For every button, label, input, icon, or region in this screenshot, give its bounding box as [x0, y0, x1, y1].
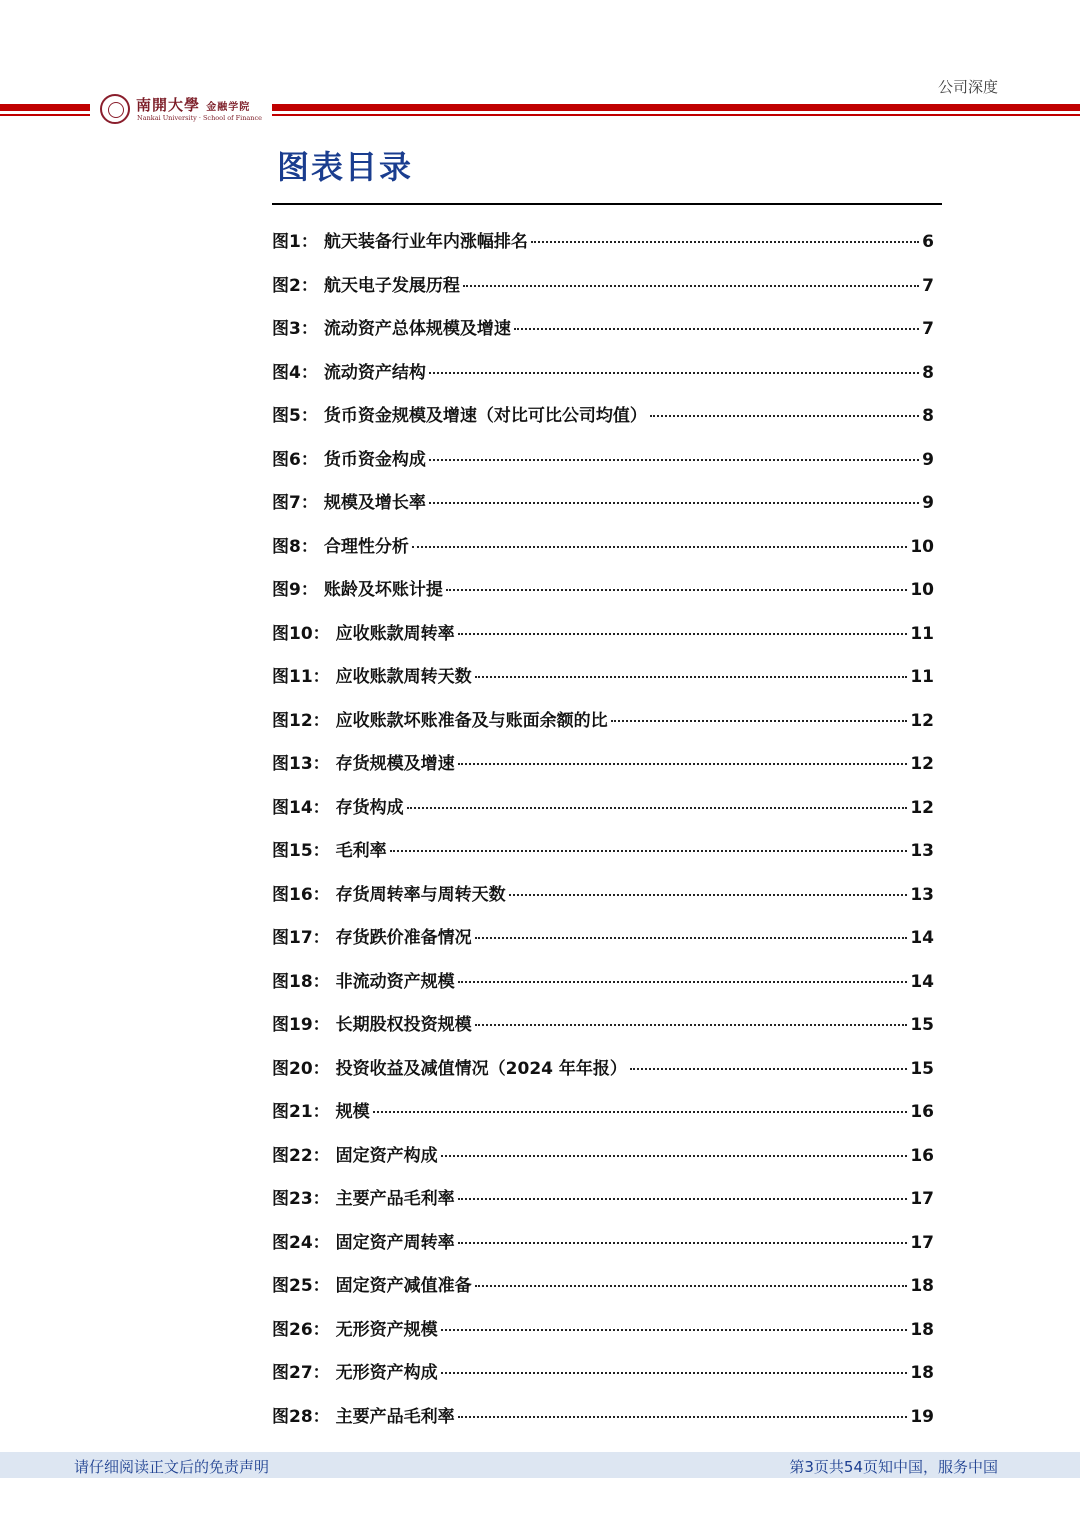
toc-entry-page: 10 — [910, 580, 934, 600]
toc-entry-number: 13 — [289, 754, 313, 774]
toc-entry-label: 图 — [272, 623, 289, 644]
toc-entry-page: 17 — [910, 1232, 934, 1253]
toc-entry-leader-dots — [475, 937, 908, 939]
toc-entry-title: 固定资产减值准备 — [335, 1276, 472, 1296]
toc-entry[interactable] — [272, 314, 934, 358]
toc-entry-leader-dots — [458, 981, 908, 983]
toc-entry[interactable] — [272, 923, 934, 967]
toc-entry-title: 投资收益及减值情况（2024 年年报） — [335, 1058, 627, 1079]
toc-entry-separator: ： — [312, 1145, 330, 1166]
toc-entry-number: 11 — [289, 667, 313, 687]
toc-entry-number: 27 — [289, 1363, 313, 1383]
toc-entry-leader-dots — [458, 1198, 908, 1200]
toc-list — [272, 227, 934, 1445]
toc-entry-leader-dots — [458, 633, 908, 635]
toc-entry-page: 18 — [910, 1363, 934, 1383]
toc-entry-separator: ： — [300, 275, 318, 296]
toc-entry-separator: ： — [300, 406, 318, 426]
toc-entry-page: 9 — [922, 449, 934, 470]
toc-entry-title: 账龄及坏账计提 — [323, 580, 443, 600]
toc-entry-number: 2 — [289, 275, 301, 296]
toc-entry-page: 15 — [910, 1058, 934, 1079]
toc-entry-page: 17 — [910, 1189, 934, 1209]
toc-entry-number: 10 — [289, 623, 313, 644]
toc-entry-separator: ： — [312, 971, 330, 992]
toc-entry-separator: ： — [312, 1363, 330, 1383]
toc-entry-page: 6 — [922, 232, 934, 252]
toc-entry-label: 图 — [272, 1276, 289, 1296]
toc-entry-page: 11 — [910, 667, 934, 687]
toc-entry-title: 应收账款周转天数 — [335, 667, 472, 687]
toc-entry-label: 图 — [272, 275, 289, 296]
toc-entry-leader-dots — [373, 1111, 908, 1113]
university-seal-icon — [100, 94, 130, 124]
toc-entry-page: 7 — [922, 275, 934, 296]
toc-entry-label: 图 — [272, 580, 289, 600]
toc-entry-label: 图 — [272, 1189, 289, 1209]
toc-entry-page: 7 — [922, 319, 934, 339]
toc-entry-label: 图 — [272, 1058, 289, 1079]
toc-entry-label: 图 — [272, 971, 289, 992]
toc-entry-label: 图 — [272, 319, 289, 339]
toc-entry[interactable] — [272, 967, 934, 1011]
toc-entry-separator: ： — [312, 710, 330, 731]
toc-entry-leader-dots — [458, 1416, 908, 1418]
toc-entry-separator: ： — [300, 449, 318, 470]
toc-entry-label: 图 — [272, 1319, 289, 1340]
toc-entry-separator: ： — [312, 1319, 330, 1340]
toc-entry-leader-dots — [407, 807, 908, 809]
toc-entry-leader-dots — [441, 1372, 908, 1374]
toc-entry-title: 主要产品毛利率 — [335, 1189, 455, 1209]
toc-entry-label: 图 — [272, 1406, 289, 1427]
toc-entry-label: 图 — [272, 493, 289, 513]
toc-entry[interactable] — [272, 1271, 934, 1315]
toc-entry-label: 图 — [272, 362, 289, 383]
toc-entry[interactable] — [272, 445, 934, 489]
toc-entry-number: 26 — [289, 1319, 313, 1340]
toc-entry-leader-dots — [458, 1242, 908, 1244]
header-category: 公司深度 — [937, 78, 998, 96]
toc-entry-separator: ： — [312, 884, 330, 905]
toc-entry-title: 长期股权投资规模 — [335, 1015, 472, 1035]
toc-entry-separator: ： — [312, 928, 330, 948]
toc-entry-title: 固定资产构成 — [335, 1145, 438, 1166]
toc-entry-number: 16 — [289, 884, 313, 905]
toc-entry-number: 22 — [289, 1145, 313, 1166]
toc-entry-separator: ： — [312, 797, 330, 818]
logo-name-cn — [136, 94, 250, 115]
toc-entry[interactable] — [272, 1054, 934, 1098]
toc-entry-leader-dots — [611, 720, 908, 722]
toc-entry-number: 18 — [289, 971, 313, 992]
toc-entry-leader-dots — [463, 285, 919, 287]
toc-entry-label: 图 — [272, 232, 289, 252]
toc-entry-number: 6 — [289, 449, 301, 470]
toc-entry-leader-dots — [475, 1285, 908, 1287]
toc-entry-page: 8 — [922, 362, 934, 383]
header-bar-right — [272, 104, 1080, 118]
toc-entry[interactable] — [272, 358, 934, 402]
toc-entry-page: 10 — [910, 536, 934, 557]
toc-entry-number: 28 — [289, 1406, 313, 1427]
toc-entry[interactable] — [272, 532, 934, 576]
header-bar-right-thin — [272, 114, 1080, 116]
toc-entry-title: 存货规模及增速 — [335, 754, 455, 774]
toc-entry[interactable] — [272, 227, 934, 271]
toc-entry-number: 5 — [289, 406, 301, 426]
toc-entry-label: 图 — [272, 884, 289, 905]
toc-entry-title: 流动资产结构 — [323, 362, 426, 383]
toc-entry-number: 24 — [289, 1232, 313, 1253]
toc-entry-label: 图 — [272, 841, 289, 861]
toc-entry-number: 12 — [289, 710, 313, 731]
toc-entry-label: 图 — [272, 797, 289, 818]
toc-entry-number: 4 — [289, 362, 301, 383]
toc-entry-leader-dots — [429, 459, 919, 461]
toc-entry[interactable] — [272, 880, 934, 924]
toc-entry-leader-dots — [531, 241, 919, 243]
toc-entry-page: 8 — [922, 406, 934, 426]
toc-entry-leader-dots — [412, 546, 907, 548]
toc-entry-label: 图 — [272, 406, 289, 426]
toc-entry-separator: ： — [312, 754, 330, 774]
toc-entry-separator: ： — [312, 1232, 330, 1253]
toc-entry-title: 货币资金规模及增速（对比可比公司均值） — [323, 406, 647, 426]
toc-entry[interactable] — [272, 1358, 934, 1402]
toc-entry[interactable] — [272, 271, 934, 315]
toc-entry-number: 15 — [289, 841, 313, 861]
toc-entry-leader-dots — [441, 1329, 908, 1331]
toc-entry-leader-dots — [390, 850, 908, 852]
toc-entry-label: 图 — [272, 1363, 289, 1383]
toc-entry-separator: ： — [312, 1058, 330, 1079]
toc-entry-page: 12 — [910, 797, 934, 818]
toc-entry-separator: ： — [312, 1189, 330, 1209]
toc-entry-leader-dots — [458, 763, 908, 765]
toc-entry-label: 图 — [272, 1145, 289, 1166]
toc-entry-page: 13 — [910, 884, 934, 905]
toc-title-rule — [272, 203, 942, 205]
toc-entry-separator: ： — [312, 1015, 330, 1035]
toc-entry-leader-dots — [446, 589, 907, 591]
toc-entry-leader-dots — [514, 328, 919, 330]
toc-entry[interactable] — [272, 793, 934, 837]
toc-entry-title: 货币资金构成 — [323, 449, 426, 470]
toc-entry-separator: ： — [312, 841, 330, 861]
toc-entry-title: 应收账款坏账准备及与账面余额的比 — [335, 710, 608, 731]
toc-entry-label: 图 — [272, 667, 289, 687]
toc-entry-title: 无形资产构成 — [335, 1363, 438, 1383]
toc-entry-title: 航天装备行业年内涨幅排名 — [323, 232, 528, 252]
toc-entry-label: 图 — [272, 1102, 289, 1122]
toc-entry-number: 21 — [289, 1102, 313, 1122]
toc-entry-page: 13 — [910, 841, 934, 861]
logo-university-name: 南開大學 — [136, 96, 201, 114]
header-bar-left-thick — [0, 104, 90, 111]
toc-entry-title: 毛利率 — [335, 841, 387, 861]
toc-entry-page: 16 — [910, 1145, 934, 1166]
toc-entry-number: 25 — [289, 1276, 313, 1296]
toc-entry-number: 7 — [289, 493, 301, 513]
toc-entry[interactable] — [272, 1315, 934, 1359]
toc-entry-number: 17 — [289, 928, 313, 948]
toc-entry-separator: ： — [300, 493, 318, 513]
toc-entry-label: 图 — [272, 536, 289, 557]
toc-entry-title: 存货构成 — [335, 797, 404, 818]
toc-entry-number: 3 — [289, 319, 301, 339]
toc-entry-separator: ： — [300, 580, 318, 600]
toc-entry[interactable] — [272, 706, 934, 750]
header-bar-left — [0, 104, 90, 118]
toc-entry-number: 8 — [289, 536, 301, 557]
toc-entry[interactable] — [272, 1141, 934, 1185]
toc-entry[interactable] — [272, 1228, 934, 1272]
toc-entry-page: 12 — [910, 754, 934, 774]
toc-entry-page: 12 — [910, 710, 934, 731]
toc-entry-leader-dots — [441, 1155, 908, 1157]
toc-entry-title: 无形资产规模 — [335, 1319, 438, 1340]
header-bar-left-thin — [0, 114, 90, 116]
toc-entry-number: 1 — [289, 232, 301, 252]
toc-entry-separator: ： — [312, 1276, 330, 1296]
toc-entry-page: 18 — [910, 1319, 934, 1340]
toc-entry-page: 14 — [910, 971, 934, 992]
toc-entry-separator: ： — [312, 1102, 330, 1122]
toc-entry-separator: ： — [312, 1406, 330, 1427]
toc-entry-label: 图 — [272, 1015, 289, 1035]
toc-entry-leader-dots — [429, 372, 919, 374]
toc-entry[interactable] — [272, 749, 934, 793]
logo-name-en: Nankai University · School of Finance — [137, 114, 262, 122]
toc-entry[interactable] — [272, 1402, 934, 1446]
toc-entry-leader-dots — [475, 676, 908, 678]
toc-entry-separator: ： — [300, 319, 318, 339]
toc-entry-separator: ： — [300, 232, 318, 252]
toc-entry-title: 主要产品毛利率 — [335, 1406, 455, 1427]
toc-entry-number: 23 — [289, 1189, 313, 1209]
toc-entry[interactable] — [272, 1010, 934, 1054]
toc-entry-title: 航天电子发展历程 — [323, 275, 460, 296]
toc-entry-number: 14 — [289, 797, 313, 818]
toc-title: 图表目录 — [277, 148, 414, 186]
toc-entry-label: 图 — [272, 928, 289, 948]
toc-entry-leader-dots — [475, 1024, 908, 1026]
toc-entry-label: 图 — [272, 754, 289, 774]
toc-entry[interactable] — [272, 1184, 934, 1228]
toc-entry-number: 20 — [289, 1058, 313, 1079]
footer-disclaimer: 请仔细阅读正文后的免责声明 — [74, 1458, 270, 1476]
toc-entry-title: 非流动资产规模 — [335, 971, 455, 992]
toc-entry-page: 9 — [922, 493, 934, 513]
toc-entry-leader-dots — [429, 502, 919, 504]
toc-entry-number: 9 — [289, 580, 301, 600]
toc-entry-title: 存货跌价准备情况 — [335, 928, 472, 948]
toc-entry-title: 流动资产总体规模及增速 — [323, 319, 511, 339]
toc-entry-page: 19 — [910, 1406, 934, 1427]
toc-entry-separator: ： — [312, 623, 330, 644]
toc-entry-label: 图 — [272, 710, 289, 731]
toc-entry[interactable] — [272, 401, 934, 445]
toc-entry[interactable] — [272, 488, 934, 532]
toc-entry-page: 15 — [910, 1015, 934, 1035]
toc-entry-page: 14 — [910, 928, 934, 948]
toc-entry-page: 18 — [910, 1276, 934, 1296]
toc-entry-leader-dots — [630, 1068, 907, 1070]
toc-entry[interactable] — [272, 662, 934, 706]
toc-entry-title: 固定资产周转率 — [335, 1232, 455, 1253]
footer-page-info: 第3页共54页知中国，服务中国 — [789, 1458, 998, 1476]
toc-entry-title: 合理性分析 — [323, 536, 409, 557]
toc-entry-title: 应收账款周转率 — [335, 623, 455, 644]
toc-entry[interactable] — [272, 836, 934, 880]
toc-entry-separator: ： — [300, 536, 318, 557]
toc-entry-label: 图 — [272, 449, 289, 470]
toc-entry-leader-dots — [509, 894, 908, 896]
toc-entry-separator: ： — [312, 667, 330, 687]
university-logo — [100, 92, 265, 128]
toc-entry-leader-dots — [650, 415, 919, 417]
toc-entry-page: 11 — [910, 623, 934, 644]
toc-entry-separator: ： — [300, 362, 318, 383]
toc-entry[interactable] — [272, 1097, 934, 1141]
header-bar-right-thick — [272, 104, 1080, 111]
toc-entry-number: 19 — [289, 1015, 313, 1035]
toc-entry[interactable] — [272, 619, 934, 663]
toc-entry-title: 存货周转率与周转天数 — [335, 884, 506, 905]
logo-school-name: 金融学院 — [206, 102, 251, 113]
toc-entry-label: 图 — [272, 1232, 289, 1253]
toc-entry-title: 规模 — [335, 1102, 370, 1122]
toc-entry-title: 规模及增长率 — [323, 493, 426, 513]
toc-entry[interactable] — [272, 575, 934, 619]
toc-entry-page: 16 — [910, 1102, 934, 1122]
footer-bar — [0, 1452, 1080, 1478]
